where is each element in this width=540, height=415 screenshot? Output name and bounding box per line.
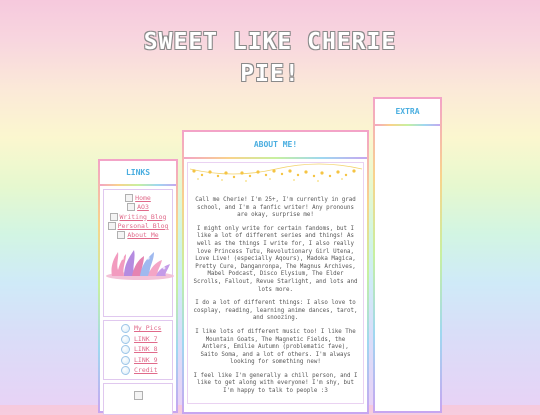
broken-image-icon	[117, 231, 125, 239]
site-title-line-2: PIE!	[240, 61, 300, 87]
about-paragraph: I do a lot of different things: I also love to cosplay, reading, learning anime dances, tarot, and snoozing.	[193, 300, 358, 322]
coral-reef-image	[104, 244, 176, 280]
link-ao3[interactable]: AO3	[104, 203, 172, 212]
bubble-icon	[121, 324, 130, 333]
broken-image-icon	[110, 213, 118, 221]
about-paragraph: I like lots of different music too! I like The Mountain Goats, The Magnetic Fields, the Antlers, Emilie Autumn (problematic fave), Saito Soma, and a lot of others. I'm always looking for something new!	[195, 328, 356, 366]
links-primary-box	[103, 189, 173, 317]
star-garland-divider	[188, 163, 363, 185]
secondary-link-list	[104, 321, 172, 378]
about-text	[188, 185, 363, 396]
bubble-icon	[121, 335, 130, 344]
links-panel	[98, 159, 178, 413]
links-secondary-box	[103, 320, 173, 380]
link-8[interactable]: LINK 8	[104, 344, 172, 355]
link-7[interactable]: LINK 7	[104, 334, 172, 345]
links-heading: LINKS	[125, 168, 151, 177]
link-home[interactable]: Home	[104, 194, 172, 203]
about-paragraph: I might only write for certain fandoms, but I like a lot of different series and things! As well as the things I write for, I also really love Princess Tutu, Revolutionary Girl Utena, Love Live! (especially Aqours), Madoka Magica, Pretty Cure, Danganronpa, The Magnus Archives, Mabel Podcast, Disco Elysium, The Elder Scrolls, Fallout, Revue Starlight, and lots and lots more.	[193, 225, 358, 293]
bubble-icon	[121, 366, 130, 375]
extra-heading: EXTRA	[395, 107, 420, 116]
about-panel	[182, 130, 369, 414]
about-content-box	[187, 162, 364, 404]
broken-image-icon	[125, 194, 133, 202]
broken-image-icon	[108, 222, 116, 230]
link-writing-blog[interactable]: Writing Blog	[104, 213, 172, 222]
bubble-icon	[121, 356, 130, 365]
broken-image-icon	[134, 391, 143, 400]
link-9[interactable]: LINK 9	[104, 355, 172, 366]
about-paragraph: I feel like I'm generally a chill person, and I like to get along with everyone! I'm shy, but I'm happy to talk to people :3	[193, 372, 358, 395]
bubble-icon	[121, 345, 130, 354]
link-about-me[interactable]: About Me	[104, 231, 172, 240]
primary-link-list	[104, 190, 172, 240]
link-personal-blog[interactable]: Personal Blog	[104, 222, 172, 231]
about-heading: ABOUT ME!	[253, 140, 298, 149]
extra-panel	[373, 97, 442, 413]
about-paragraph: Call me Cherie! I'm 25+, I'm currently in grad school, and I'm a fanfic writer! Any pronouns are okay, surprise me!	[195, 197, 356, 219]
link-credit[interactable]: Credit	[104, 365, 172, 376]
site-title	[0, 26, 540, 90]
link-my-pics[interactable]: My Pics	[104, 323, 172, 334]
site-title-line-1: SWEET LIKE CHERIE	[143, 29, 397, 55]
broken-image-icon	[127, 203, 135, 211]
links-image-box	[103, 383, 173, 415]
